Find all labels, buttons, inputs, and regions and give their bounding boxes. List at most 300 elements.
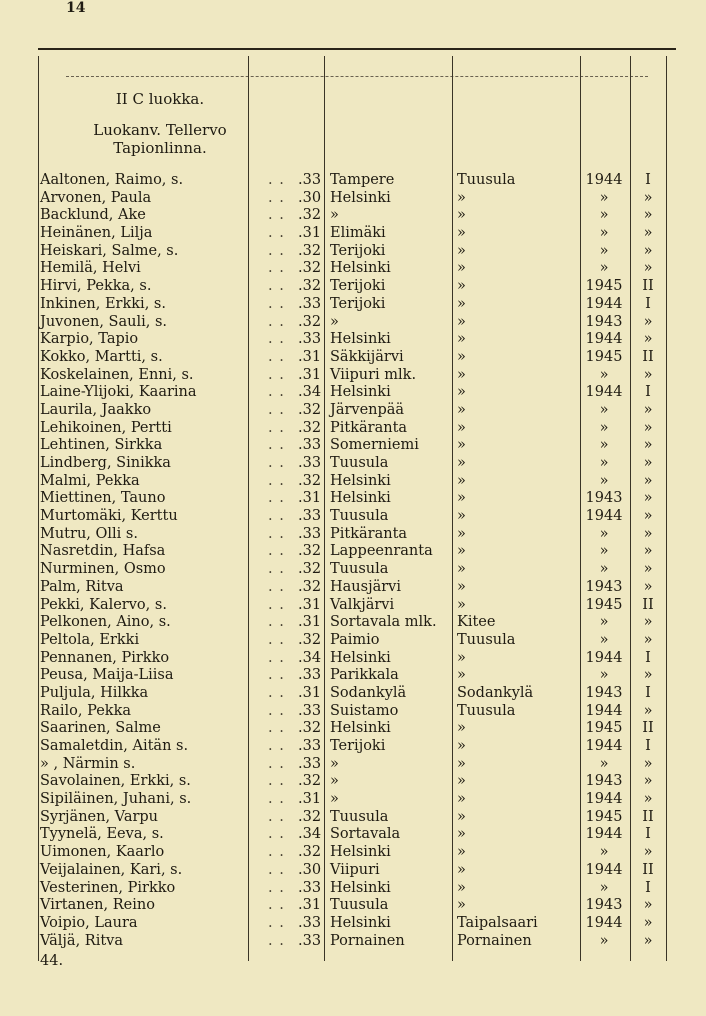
student-row xyxy=(0,685,706,703)
grade-mark: » xyxy=(643,207,653,224)
birth-year: .32 xyxy=(298,720,322,737)
student-name: Uimonen, Kaarlo xyxy=(40,844,165,861)
grade-mark: » xyxy=(643,366,653,383)
student-row xyxy=(0,915,706,933)
grade-mark: » xyxy=(643,508,653,525)
grade-mark: » xyxy=(643,401,653,418)
entry-year: 1943 xyxy=(585,313,623,330)
home-municipality: » xyxy=(457,472,466,489)
grade-mark: » xyxy=(643,189,653,206)
student-row xyxy=(0,473,706,491)
home-municipality: » xyxy=(457,331,466,348)
entry-year: » xyxy=(599,455,609,471)
leader-dots: . . xyxy=(268,455,285,471)
student-row xyxy=(0,632,706,650)
home-municipality: » xyxy=(457,260,466,277)
student-name: Saarinen, Salme xyxy=(40,720,161,737)
birthplace: Pitkäranta xyxy=(330,525,408,542)
leader-dots: . . xyxy=(268,879,285,896)
page-number: 14 xyxy=(66,0,86,16)
leader-dots: . . xyxy=(268,225,285,242)
grade-mark: I xyxy=(645,172,651,188)
leader-dots: . . xyxy=(268,720,285,737)
grade-mark: » xyxy=(643,702,653,719)
entry-year: » xyxy=(599,225,609,242)
home-municipality: » xyxy=(457,384,466,401)
birthplace: Helsinki xyxy=(330,879,391,896)
home-municipality: » xyxy=(457,295,466,312)
entry-year: » xyxy=(599,879,609,896)
student-row xyxy=(0,225,706,243)
student-name: » , Närmin s. xyxy=(40,755,136,772)
leader-dots: . . xyxy=(268,525,285,542)
student-total: 44. xyxy=(40,953,64,969)
student-row xyxy=(0,844,706,862)
student-name: Palm, Ritva xyxy=(40,578,124,595)
student-name: Juvonen, Sauli, s. xyxy=(40,313,168,330)
leader-dots: . . xyxy=(268,861,285,878)
student-name: Virtanen, Reino xyxy=(40,897,155,914)
grade-mark: » xyxy=(643,667,653,684)
student-row xyxy=(0,561,706,579)
entry-year: 1944 xyxy=(585,295,623,312)
birth-year: .32 xyxy=(298,808,322,825)
student-row xyxy=(0,243,706,261)
student-name: Heinänen, Lilja xyxy=(40,225,153,242)
student-name: Mutru, Olli s. xyxy=(40,525,138,542)
entry-year: 1944 xyxy=(585,649,623,666)
birthplace: » xyxy=(330,207,339,224)
leader-dots: . . xyxy=(268,684,285,701)
home-municipality: Tuusula xyxy=(457,631,516,648)
birthplace: Paimio xyxy=(330,631,380,648)
student-row xyxy=(0,897,706,915)
grade-mark: » xyxy=(643,773,653,790)
birthplace: Tuusula xyxy=(330,561,389,578)
student-name: Lehikoinen, Pertti xyxy=(40,419,172,436)
home-municipality: » xyxy=(457,189,466,206)
grade-mark: » xyxy=(643,844,653,861)
entry-year: » xyxy=(599,932,609,949)
birthplace: Terijoki xyxy=(330,278,386,295)
student-name: Peusa, Maija-Liisa xyxy=(40,667,174,684)
birthplace: Tuusula xyxy=(330,508,389,525)
home-municipality: » xyxy=(457,313,466,330)
student-name: Lindberg, Sinikka xyxy=(40,455,171,471)
birthplace: Suistamo xyxy=(330,702,399,719)
birth-year: .33 xyxy=(298,331,322,348)
leader-dots: . . xyxy=(268,508,285,525)
home-municipality: » xyxy=(457,242,466,259)
entry-year: » xyxy=(599,844,609,861)
birth-year: .33 xyxy=(298,667,322,684)
student-row xyxy=(0,526,706,544)
leader-dots: . . xyxy=(268,348,285,365)
student-row xyxy=(0,650,706,668)
grade-mark: II xyxy=(642,348,654,365)
student-name: Hemilä, Helvi xyxy=(40,260,141,277)
birthplace: Valkjärvi xyxy=(330,596,395,613)
student-row xyxy=(0,384,706,402)
birthplace: Helsinki xyxy=(330,384,391,401)
leader-dots: . . xyxy=(268,313,285,330)
entry-year: 1943 xyxy=(585,490,623,507)
leader-dots: . . xyxy=(268,437,285,454)
birth-year: .32 xyxy=(298,844,322,861)
entry-year: » xyxy=(599,667,609,684)
student-row xyxy=(0,720,706,738)
student-row xyxy=(0,809,706,827)
birth-year: .31 xyxy=(298,490,322,507)
birthplace: » xyxy=(330,313,339,330)
leader-dots: . . xyxy=(268,914,285,931)
entry-year: » xyxy=(599,189,609,206)
leader-dots: . . xyxy=(268,189,285,206)
student-name: Hirvi, Pekka, s. xyxy=(40,278,152,295)
leader-dots: . . xyxy=(268,738,285,754)
entry-year: » xyxy=(599,543,609,560)
leader-dots: . . xyxy=(268,791,285,808)
student-list xyxy=(0,172,706,950)
birth-year: .33 xyxy=(298,932,322,949)
entry-year: 1944 xyxy=(585,172,623,188)
grade-mark: » xyxy=(643,525,653,542)
birth-year: .31 xyxy=(298,596,322,613)
grade-mark: I xyxy=(645,649,651,666)
leader-dots: . . xyxy=(268,419,285,436)
grade-mark: » xyxy=(643,561,653,578)
grade-mark: » xyxy=(643,897,653,914)
leader-dots: . . xyxy=(268,702,285,719)
grade-mark: II xyxy=(642,861,654,878)
grade-mark: I xyxy=(645,738,651,754)
grade-mark: » xyxy=(643,225,653,242)
grade-mark: II xyxy=(642,278,654,295)
entry-year: 1944 xyxy=(585,791,623,808)
student-row xyxy=(0,278,706,296)
birthplace: Tampere xyxy=(330,172,395,188)
student-row xyxy=(0,296,706,314)
grade-mark: » xyxy=(643,242,653,259)
student-name: Savolainen, Erkki, s. xyxy=(40,773,191,790)
student-row xyxy=(0,756,706,774)
grade-mark: II xyxy=(642,720,654,737)
grade-mark: I xyxy=(645,684,651,701)
student-row xyxy=(0,190,706,208)
student-name: Nasretdin, Hafsa xyxy=(40,543,166,560)
home-municipality: » xyxy=(457,861,466,878)
leader-dots: . . xyxy=(268,649,285,666)
grade-mark: » xyxy=(643,331,653,348)
birth-year: .31 xyxy=(298,348,322,365)
birth-year: .32 xyxy=(298,561,322,578)
entry-year: » xyxy=(599,631,609,648)
entry-year: » xyxy=(599,260,609,277)
leader-dots: . . xyxy=(268,844,285,861)
birthplace: Tuusula xyxy=(330,455,389,471)
entry-year: » xyxy=(599,525,609,542)
home-municipality: Pornainen xyxy=(457,932,532,949)
entry-year: 1943 xyxy=(585,578,623,595)
birth-year: .34 xyxy=(298,826,322,843)
home-municipality: » xyxy=(457,348,466,365)
leader-dots: . . xyxy=(268,366,285,383)
birthplace: Järvenpää xyxy=(330,401,405,418)
student-row xyxy=(0,314,706,332)
student-name: Sipiläinen, Juhani, s. xyxy=(40,791,192,808)
top-rule xyxy=(38,48,676,50)
home-municipality: » xyxy=(457,366,466,383)
birthplace: » xyxy=(330,773,339,790)
birthplace: Helsinki xyxy=(330,844,391,861)
birth-year: .32 xyxy=(298,419,322,436)
leader-dots: . . xyxy=(268,578,285,595)
student-name: Kokko, Martti, s. xyxy=(40,348,163,365)
leader-dots: . . xyxy=(268,207,285,224)
student-row xyxy=(0,579,706,597)
student-row xyxy=(0,614,706,632)
leader-dots: . . xyxy=(268,278,285,295)
birthplace: Helsinki xyxy=(330,260,391,277)
student-row xyxy=(0,933,706,951)
birth-year: .33 xyxy=(298,738,322,754)
entry-year: 1943 xyxy=(585,897,623,914)
birthplace: Säkkijärvi xyxy=(330,348,404,365)
home-municipality: » xyxy=(457,791,466,808)
leader-dots: . . xyxy=(268,543,285,560)
student-row xyxy=(0,455,706,473)
birthplace: Terijoki xyxy=(330,295,386,312)
home-municipality: Tuusula xyxy=(457,702,516,719)
entry-year: » xyxy=(599,242,609,259)
home-municipality: » xyxy=(457,561,466,578)
grade-mark: » xyxy=(643,791,653,808)
leader-dots: . . xyxy=(268,932,285,949)
entry-year: » xyxy=(599,614,609,631)
class-title: II C luokka. xyxy=(115,90,205,108)
leader-dots: . . xyxy=(268,295,285,312)
birth-year: .32 xyxy=(298,278,322,295)
student-row xyxy=(0,791,706,809)
birth-year: .33 xyxy=(298,172,322,188)
student-name: Malmi, Pekka xyxy=(40,472,140,489)
birth-year: .33 xyxy=(298,914,322,931)
birth-year: .34 xyxy=(298,649,322,666)
student-name: Pekki, Kalervo, s. xyxy=(40,596,167,613)
leader-dots: . . xyxy=(268,614,285,631)
student-name: Railo, Pekka xyxy=(40,702,132,719)
grade-mark: I xyxy=(645,826,651,843)
birthplace: Helsinki xyxy=(330,490,391,507)
student-row xyxy=(0,508,706,526)
student-name: Heiskari, Salme, s. xyxy=(40,242,179,259)
student-name: Nurminen, Osmo xyxy=(40,561,166,578)
student-row xyxy=(0,880,706,898)
student-row xyxy=(0,207,706,225)
home-municipality: » xyxy=(457,401,466,418)
student-row xyxy=(0,826,706,844)
grade-mark: » xyxy=(643,755,653,772)
entry-year: 1944 xyxy=(585,331,623,348)
student-row xyxy=(0,543,706,561)
teacher-line-1: Luokanv. Tellervo xyxy=(93,121,227,139)
leader-dots: . . xyxy=(268,631,285,648)
grade-mark: » xyxy=(643,260,653,277)
entry-year: 1944 xyxy=(585,508,623,525)
home-municipality: » xyxy=(457,773,466,790)
home-municipality: » xyxy=(457,755,466,772)
leader-dots: . . xyxy=(268,826,285,843)
grade-mark: » xyxy=(643,313,653,330)
birthplace: Viipuri mlk. xyxy=(330,366,417,383)
student-name: Laurila, Jaakko xyxy=(40,401,152,418)
student-name: Tyynelä, Eeva, s. xyxy=(40,826,164,843)
student-name: Väljä, Ritva xyxy=(40,932,123,949)
entry-year: 1944 xyxy=(585,826,623,843)
leader-dots: . . xyxy=(268,490,285,507)
leader-dots: . . xyxy=(268,596,285,613)
birthplace: Terijoki xyxy=(330,738,386,754)
student-row xyxy=(0,402,706,420)
birthplace: Sortavala mlk. xyxy=(330,614,437,631)
birth-year: .31 xyxy=(298,614,322,631)
birthplace: Pornainen xyxy=(330,932,405,949)
home-municipality: » xyxy=(457,667,466,684)
birth-year: .32 xyxy=(298,401,322,418)
birth-year: .33 xyxy=(298,702,322,719)
entry-year: » xyxy=(599,437,609,454)
student-row xyxy=(0,773,706,791)
birthplace: Viipuri xyxy=(330,861,380,878)
entry-year: 1945 xyxy=(585,348,623,365)
birth-year: .33 xyxy=(298,455,322,471)
entry-year: 1944 xyxy=(585,738,623,754)
birth-year: .34 xyxy=(298,384,322,401)
birth-year: .31 xyxy=(298,791,322,808)
birthplace: Tuusula xyxy=(330,808,389,825)
home-municipality: Taipalsaari xyxy=(457,914,538,931)
birth-year: .30 xyxy=(298,189,322,206)
student-name: Pennanen, Pirkko xyxy=(40,649,170,666)
home-municipality: Tuusula xyxy=(457,172,516,188)
home-municipality: » xyxy=(457,879,466,896)
home-municipality: » xyxy=(457,490,466,507)
student-name: Laine-Ylijoki, Kaarina xyxy=(40,384,197,401)
home-municipality: » xyxy=(457,826,466,843)
home-municipality: » xyxy=(457,897,466,914)
birthplace: Somerniemi xyxy=(330,437,419,454)
student-row xyxy=(0,331,706,349)
entry-year: » xyxy=(599,472,609,489)
student-row xyxy=(0,260,706,278)
entry-year: » xyxy=(599,419,609,436)
entry-year: » xyxy=(599,755,609,772)
birthplace: Helsinki xyxy=(330,720,391,737)
grade-mark: » xyxy=(643,472,653,489)
home-municipality: » xyxy=(457,225,466,242)
birth-year: .33 xyxy=(298,525,322,542)
entry-year: 1944 xyxy=(585,384,623,401)
student-name: Backlund, Ake xyxy=(40,207,146,224)
birthplace: Parikkala xyxy=(330,667,399,684)
entry-year: 1945 xyxy=(585,278,623,295)
birth-year: .32 xyxy=(298,543,322,560)
birthplace: Sortavala xyxy=(330,826,401,843)
birth-year: .33 xyxy=(298,295,322,312)
student-name: Vesterinen, Pirkko xyxy=(40,879,176,896)
student-name: Murtomäki, Kerttu xyxy=(40,508,178,525)
leader-dots: . . xyxy=(268,773,285,790)
entry-year: » xyxy=(599,366,609,383)
dashed-rule xyxy=(66,76,648,77)
birth-year: .33 xyxy=(298,879,322,896)
leader-dots: . . xyxy=(268,260,285,277)
birth-year: .31 xyxy=(298,366,322,383)
entry-year: 1944 xyxy=(585,914,623,931)
grade-mark: » xyxy=(643,437,653,454)
home-municipality: » xyxy=(457,720,466,737)
grade-mark: II xyxy=(642,596,654,613)
birthplace: » xyxy=(330,755,339,772)
birth-year: .32 xyxy=(298,242,322,259)
student-row xyxy=(0,172,706,190)
home-municipality: » xyxy=(457,844,466,861)
home-municipality: » xyxy=(457,808,466,825)
birth-year: .31 xyxy=(298,225,322,242)
entry-year: » xyxy=(599,207,609,224)
student-row xyxy=(0,738,706,756)
grade-mark: » xyxy=(643,631,653,648)
home-municipality: » xyxy=(457,525,466,542)
grade-mark: I xyxy=(645,879,651,896)
birthplace: Sodankylä xyxy=(330,684,407,701)
birthplace: Elimäki xyxy=(330,225,386,242)
grade-mark: » xyxy=(643,614,653,631)
student-name: Pelkonen, Aino, s. xyxy=(40,614,171,631)
entry-year: 1943 xyxy=(585,684,623,701)
birth-year: .33 xyxy=(298,437,322,454)
birth-year: .32 xyxy=(298,578,322,595)
home-municipality: » xyxy=(457,596,466,613)
student-name: Koskelainen, Enni, s. xyxy=(40,366,194,383)
leader-dots: . . xyxy=(268,331,285,348)
entry-year: 1944 xyxy=(585,702,623,719)
birthplace: Helsinki xyxy=(330,914,391,931)
student-name: Veijalainen, Kari, s. xyxy=(40,861,183,878)
home-municipality: » xyxy=(457,543,466,560)
home-municipality: » xyxy=(457,578,466,595)
class-teacher xyxy=(40,121,280,157)
student-name: Peltola, Erkki xyxy=(40,631,140,648)
home-municipality: » xyxy=(457,419,466,436)
birth-year: .33 xyxy=(298,755,322,772)
grade-mark: II xyxy=(642,808,654,825)
birth-year: .31 xyxy=(298,897,322,914)
student-row xyxy=(0,667,706,685)
leader-dots: . . xyxy=(268,472,285,489)
leader-dots: . . xyxy=(268,667,285,684)
student-name: Voipio, Laura xyxy=(40,914,138,931)
grade-mark: » xyxy=(643,543,653,560)
student-name: Inkinen, Erkki, s. xyxy=(40,295,166,312)
leader-dots: . . xyxy=(268,242,285,259)
student-row xyxy=(0,597,706,615)
student-name: Puljula, Hilkka xyxy=(40,684,149,701)
student-name: Aaltonen, Raimo, s. xyxy=(40,172,184,188)
leader-dots: . . xyxy=(268,755,285,772)
birthplace: Pitkäranta xyxy=(330,419,408,436)
grade-mark: I xyxy=(645,384,651,401)
